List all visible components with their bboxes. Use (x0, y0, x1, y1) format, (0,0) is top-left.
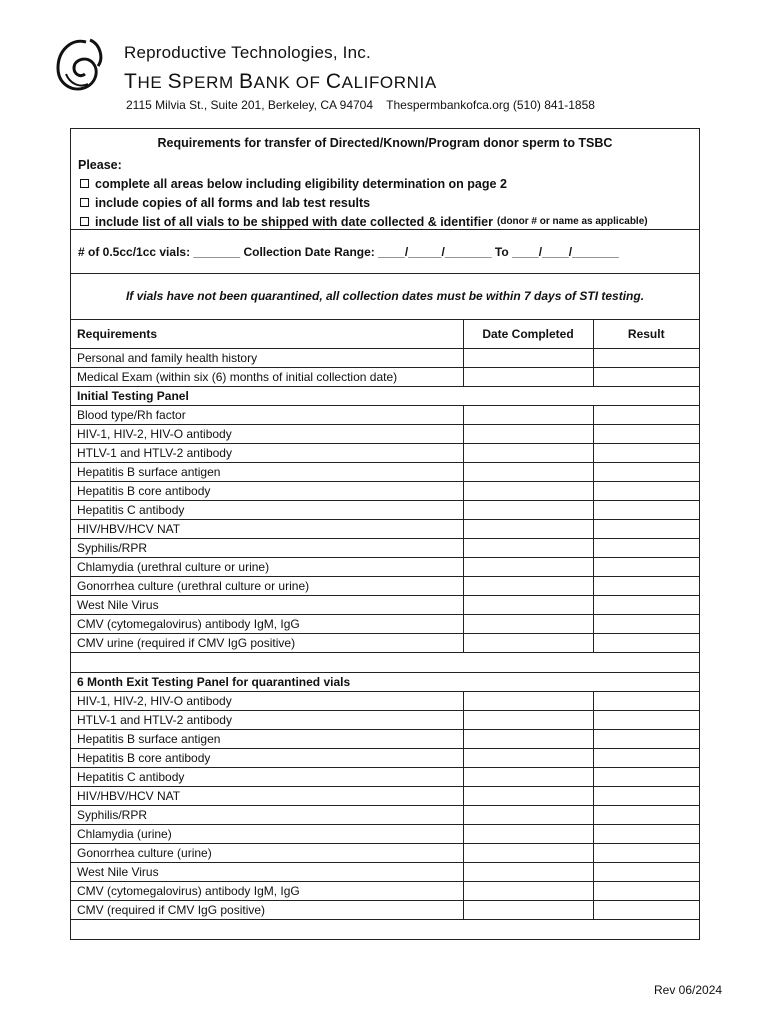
date-completed-cell[interactable] (463, 843, 593, 862)
requirements-table (71, 320, 699, 939)
date-completed-cell[interactable] (463, 519, 593, 538)
requirement-cell: HIV-1, HIV-2, HIV-O antibody (71, 691, 463, 710)
requirement-cell: West Nile Virus (71, 862, 463, 881)
quarantine-notice: If vials have not been quarantined, all collection dates must be within 7 days of STI testing. (71, 274, 699, 320)
result-header: Result (593, 320, 699, 348)
result-cell[interactable] (593, 424, 699, 443)
date-completed-cell[interactable] (463, 748, 593, 767)
requirement-cell: Gonorrhea culture (urine) (71, 843, 463, 862)
table-row (71, 767, 699, 786)
requirement-cell: Syphilis/RPR (71, 805, 463, 824)
checkbox-icon[interactable] (80, 179, 89, 188)
table-header-row (71, 320, 699, 348)
table-row (71, 862, 699, 881)
spacer-row (71, 919, 699, 939)
requirement-cell: Hepatitis B core antibody (71, 748, 463, 767)
table-row (71, 557, 699, 576)
section-header-row (71, 386, 699, 405)
table-row (71, 691, 699, 710)
result-cell[interactable] (593, 614, 699, 633)
section-header-row (71, 672, 699, 691)
form-title: Requirements for transfer of Directed/Known/Program donor sperm to TSBC (157, 136, 613, 150)
requirement-cell: HIV-1, HIV-2, HIV-O antibody (71, 424, 463, 443)
requirement-cell: HTLV-1 and HTLV-2 antibody (71, 443, 463, 462)
result-cell[interactable] (593, 519, 699, 538)
requirement-cell: Personal and family health history (71, 348, 463, 367)
requirement-cell: Hepatitis C antibody (71, 767, 463, 786)
date-completed-cell[interactable] (463, 557, 593, 576)
result-cell[interactable] (593, 348, 699, 367)
result-cell[interactable] (593, 500, 699, 519)
result-cell[interactable] (593, 748, 699, 767)
date-completed-cell[interactable] (463, 767, 593, 786)
requirement-cell: Chlamydia (urethral culture or urine) (71, 557, 463, 576)
result-cell[interactable] (593, 710, 699, 729)
checklist-note: (donor # or name as applicable) (497, 216, 648, 227)
result-cell[interactable] (593, 633, 699, 652)
requirement-cell: Syphilis/RPR (71, 538, 463, 557)
date-completed-cell (463, 386, 593, 405)
checklist-item: include list of all vials to be shipped with date collected & identifier (donor # or name as applicable) (78, 212, 692, 231)
date-completed-cell[interactable] (463, 900, 593, 919)
table-row (71, 843, 699, 862)
date-completed-cell[interactable] (463, 462, 593, 481)
checklist-item: include copies of all forms and lab test results (78, 193, 692, 212)
requirement-cell (71, 919, 463, 939)
requirement-cell: Hepatitis B core antibody (71, 481, 463, 500)
section-title: 6 Month Exit Testing Panel for quarantined vials (71, 672, 463, 691)
result-cell[interactable] (593, 462, 699, 481)
table-row (71, 710, 699, 729)
requirements-header: Requirements (77, 326, 158, 341)
please-label: Please: (78, 157, 122, 172)
result-cell[interactable] (593, 538, 699, 557)
section-title: Initial Testing Panel (71, 386, 463, 405)
table-row (71, 881, 699, 900)
requirement-cell: Chlamydia (urine) (71, 824, 463, 843)
table-row (71, 348, 699, 367)
table-row (71, 786, 699, 805)
spacer-row (71, 652, 699, 672)
table-row (71, 462, 699, 481)
table-row (71, 805, 699, 824)
result-cell (593, 652, 699, 672)
date-completed-cell (463, 652, 593, 672)
table-row (71, 481, 699, 500)
checkbox-icon[interactable] (80, 198, 89, 207)
result-cell[interactable] (593, 367, 699, 386)
table-row (71, 614, 699, 633)
table-row (71, 367, 699, 386)
date-completed-cell[interactable] (463, 614, 593, 633)
table-row (71, 519, 699, 538)
date-completed-cell[interactable] (463, 481, 593, 500)
table-row (71, 900, 699, 919)
requirement-cell: CMV (cytomegalovirus) antibody IgM, IgG (71, 881, 463, 900)
date-completed-cell[interactable] (463, 729, 593, 748)
requirement-cell: Hepatitis B surface antigen (71, 729, 463, 748)
result-cell[interactable] (593, 729, 699, 748)
result-cell[interactable] (593, 786, 699, 805)
result-cell[interactable] (593, 443, 699, 462)
result-cell[interactable] (593, 824, 699, 843)
date-completed-cell[interactable] (463, 633, 593, 652)
date-completed-cell[interactable] (463, 538, 593, 557)
requirement-cell: Hepatitis B surface antigen (71, 462, 463, 481)
table-row (71, 500, 699, 519)
result-cell[interactable] (593, 900, 699, 919)
result-cell (593, 919, 699, 939)
result-cell[interactable] (593, 481, 699, 500)
requirement-cell: HIV/HBV/HCV NAT (71, 519, 463, 538)
date-completed-cell[interactable] (463, 786, 593, 805)
vials-and-date-range-field[interactable]: # of 0.5cc/1cc vials: _______ Collection Date Range: ____/_____/_______ To ____/____/_______ (71, 230, 699, 274)
transfer-requirements-form (70, 128, 700, 940)
result-cell (593, 672, 699, 691)
date-completed-cell[interactable] (463, 805, 593, 824)
date-completed-cell[interactable] (463, 595, 593, 614)
requirement-cell: CMV (required if CMV IgG positive) (71, 900, 463, 919)
requirement-cell: Blood type/Rh factor (71, 405, 463, 424)
date-completed-cell[interactable] (463, 881, 593, 900)
table-row (71, 424, 699, 443)
table-row (71, 595, 699, 614)
requirement-cell: CMV urine (required if CMV IgG positive) (71, 633, 463, 652)
requirement-cell (71, 652, 463, 672)
checkbox-icon[interactable] (80, 217, 89, 226)
swirl-logo-icon (52, 36, 104, 94)
result-cell[interactable] (593, 405, 699, 424)
date-completed-cell[interactable] (463, 424, 593, 443)
date-completed-cell (463, 919, 593, 939)
date-completed-header: Date Completed (463, 320, 593, 348)
date-completed-cell[interactable] (463, 348, 593, 367)
date-completed-cell[interactable] (463, 710, 593, 729)
table-row (71, 576, 699, 595)
result-cell[interactable] (593, 862, 699, 881)
result-cell[interactable] (593, 805, 699, 824)
table-row (71, 633, 699, 652)
date-completed-cell[interactable] (463, 500, 593, 519)
result-cell[interactable] (593, 576, 699, 595)
table-row (71, 824, 699, 843)
date-completed-cell[interactable] (463, 862, 593, 881)
requirement-cell: Medical Exam (within six (6) months of initial collection date) (71, 367, 463, 386)
table-row (71, 443, 699, 462)
requirement-cell: HTLV-1 and HTLV-2 antibody (71, 710, 463, 729)
checklist-item: complete all areas below including eligibility determination on page 2 (78, 174, 692, 193)
result-cell[interactable] (593, 691, 699, 710)
company-name: Reproductive Technologies, Inc. (124, 43, 371, 62)
requirement-cell: HIV/HBV/HCV NAT (71, 786, 463, 805)
result-cell[interactable] (593, 595, 699, 614)
date-completed-cell[interactable] (463, 367, 593, 386)
requirement-cell: Hepatitis C antibody (71, 500, 463, 519)
date-completed-cell[interactable] (463, 576, 593, 595)
date-completed-cell[interactable] (463, 691, 593, 710)
requirement-cell: Gonorrhea culture (urethral culture or urine) (71, 576, 463, 595)
result-cell[interactable] (593, 557, 699, 576)
instructions-block (71, 129, 699, 230)
date-completed-cell (463, 672, 593, 691)
table-row (71, 538, 699, 557)
table-row (71, 405, 699, 424)
requirement-cell: CMV (cytomegalovirus) antibody IgM, IgG (71, 614, 463, 633)
result-cell[interactable] (593, 843, 699, 862)
date-completed-cell[interactable] (463, 443, 593, 462)
result-cell[interactable] (593, 881, 699, 900)
requirement-cell: West Nile Virus (71, 595, 463, 614)
date-completed-cell[interactable] (463, 824, 593, 843)
date-completed-cell[interactable] (463, 405, 593, 424)
table-row (71, 729, 699, 748)
revision-label: Rev 06/2024 (654, 983, 723, 997)
result-cell (593, 386, 699, 405)
table-row (71, 748, 699, 767)
bank-name: THE SPERM BANK OF CALIFORNIA (124, 70, 437, 93)
result-cell[interactable] (593, 767, 699, 786)
address-line: 2115 Milvia St., Suite 201, Berkeley, CA 94704 Thespermbankofca.org (510) 841-1858 (126, 98, 595, 112)
